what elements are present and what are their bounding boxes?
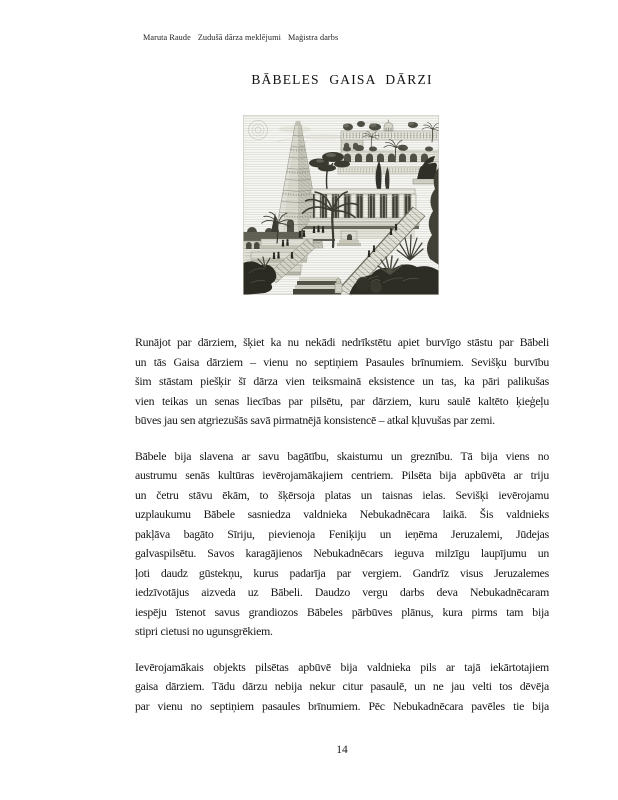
babylon-gardens-figure	[243, 114, 439, 296]
text-line: galvaspilsētu. Savos karagājienos Nebukadnēcars ieguva milzīgu laupījumu un	[135, 546, 549, 560]
text-line: šim stāstam piešķir šī dārza vien teiksmainā eksistence un tas, ka pāri palikušas	[135, 374, 549, 388]
page-number: 14	[336, 744, 348, 756]
body-text	[135, 333, 549, 732]
text-line: gaisa dārziem. Tādu dārzu nebija nekur citur pasaulē, un ne jau velti tos dēvēja	[135, 679, 549, 693]
text-line: Bābele bija slavena ar savu bagātību, skaistumu un greznību. Tā bija viens no	[135, 448, 549, 463]
header-author: Maruta Raude	[143, 33, 191, 42]
text-line: uzplaukumu Bābele sasniedza valdnieka Nebukadnēcara laikā. Šis valdnieks	[135, 507, 549, 521]
page-title: BĀBELES GAISA DĀRZI	[251, 72, 433, 87]
paragraph	[135, 658, 549, 717]
text-line: Ievērojamākais objekts pilsētas apbūvē bija valdnieka pils ar tajā iekārtotajiem	[135, 659, 549, 674]
text-line: un tās Gaisa dārziem – vienu no septiņiem Pasaules brīnumiem. Sevišķu burvību	[135, 354, 549, 369]
paragraph	[135, 447, 549, 642]
text-line: stipri cietusi no ugunsgrēkiem.	[135, 624, 273, 638]
text-line: iedzīvotājus aizveda uz Bābeli. Daudzo vergu darbs deva Nebukadnēcaram	[135, 585, 549, 599]
text-line: iespēju īstenot savus grandiozos Bābeles pārbūves plānus, kura pirms tam bija	[135, 604, 549, 619]
hanging-gardens-engraving	[243, 114, 439, 296]
text-line: būves jau sen atgriezušās savā pirmatnējā konsistencē – atkal kļuvušas par zemi.	[135, 413, 496, 427]
text-line: pakļāva bagāto Sīriju, pievienoja Feniķiju un ieņēma Jeruzalemi, Jūdejas	[135, 526, 549, 541]
engraving-texture	[243, 115, 439, 295]
text-line: par vienu no septiņiem pasaules brīnumiem. Pēc Nebukadnēcara pavēles tie bija	[135, 698, 549, 713]
header-doc-type: Maģistra darbs	[287, 33, 339, 42]
text-line: Runājot par dārziem, šķiet ka nu nekādi nedrīkstētu apiet burvīgo stāstu par Bābeli	[135, 335, 549, 349]
text-line: un četru stāvu ēkām, to šķērsoja platas un taisnas ielas. Sevišķi ievērojamu	[135, 487, 549, 502]
text-line: ļoti daudz gūstekņu, kurus padarīja par vergiem. Gandrīz visus Jeruzalemes	[135, 565, 549, 580]
running-header	[143, 33, 338, 42]
text-line: austrumu senās kultūras ievērojamākajiem centriem. Pilsēta bija apbūvēta ar triju	[135, 468, 549, 482]
paragraph	[135, 333, 549, 431]
text-line: vien teikas un senas liecības par pilsētu, par dārziem, kuru saulē kaltēto ķieģeļu	[135, 393, 549, 408]
header-work-title: Zudušā dārza meklējumi	[197, 33, 281, 42]
